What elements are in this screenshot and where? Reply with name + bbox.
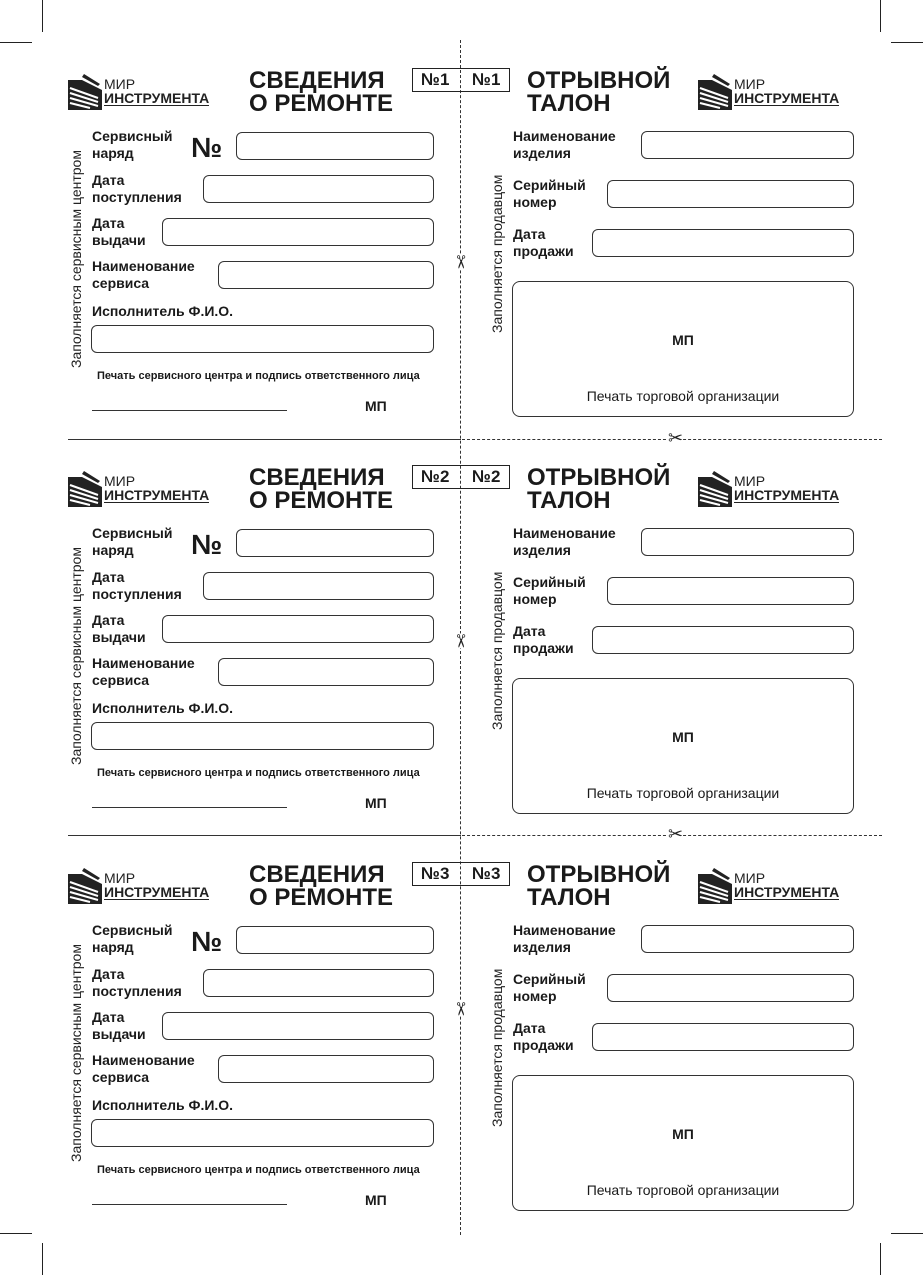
- brand-line1: МИР: [104, 76, 136, 92]
- brand-line2: ИНСТРУМЕНТА: [734, 487, 840, 503]
- repair-title: [249, 863, 393, 909]
- issue-date-label-line2: выдачи: [92, 629, 146, 645]
- work-order-field[interactable]: [236, 529, 434, 557]
- product-name-label: [513, 922, 616, 956]
- sale-date-field[interactable]: [592, 626, 854, 654]
- product-name-label: [513, 525, 616, 559]
- product-name-label-line1: Наименование: [513, 525, 616, 541]
- tear-off-title-line1: ОТРЫВНОЙ: [527, 861, 671, 888]
- work-order-label-line2: наряд: [92, 145, 134, 161]
- coupon-number-box: [412, 68, 510, 92]
- coupon-section: [0, 862, 923, 1258]
- signature-line[interactable]: [92, 1204, 287, 1205]
- sale-date-label-line1: Дата: [513, 623, 546, 639]
- left-mp: МП: [365, 795, 387, 811]
- brand-line2: ИНСТРУМЕНТА: [104, 90, 210, 106]
- service-center-side-label: Заполняется сервисным центром: [68, 944, 84, 1162]
- brand-line1: МИР: [734, 870, 766, 886]
- service-name-label-line1: Наименование: [92, 655, 195, 671]
- brand-line1: МИР: [734, 473, 766, 489]
- receipt-date-field[interactable]: [203, 969, 434, 997]
- coupon-number-left: №1: [421, 70, 450, 89]
- issue-date-label-line2: выдачи: [92, 232, 146, 248]
- work-order-label-line2: наряд: [92, 542, 134, 558]
- coupon-number-right: №2: [472, 467, 501, 486]
- tear-off-title: [527, 69, 670, 115]
- sale-date-label-line1: Дата: [513, 226, 546, 242]
- serial-number-label: [513, 574, 586, 608]
- work-order-label: [92, 525, 172, 559]
- sale-date-field[interactable]: [592, 229, 854, 257]
- scissors-icon: ✂: [449, 633, 471, 649]
- product-name-label: [513, 128, 616, 162]
- service-name-label-line2: сервиса: [92, 275, 150, 291]
- issue-date-label: [92, 215, 146, 249]
- serial-number-label-line2: номер: [513, 988, 557, 1004]
- coupon-number-box: [412, 465, 510, 489]
- serial-number-field[interactable]: [607, 974, 854, 1002]
- seller-side-label: Заполняется продавцом: [489, 174, 505, 333]
- receipt-date-label-line2: поступления: [92, 983, 182, 999]
- seller-side-label: Заполняется продавцом: [489, 968, 505, 1127]
- serial-number-label-line2: номер: [513, 591, 557, 607]
- receipt-date-label-line1: Дата: [92, 172, 125, 188]
- brand-line1: МИР: [104, 870, 136, 886]
- repair-title-line2: О РЕМОНТЕ: [249, 884, 394, 911]
- issue-date-field[interactable]: [162, 1012, 434, 1040]
- work-order-label: [92, 922, 172, 956]
- service-name-field[interactable]: [218, 1055, 434, 1083]
- coupon-number-right: №3: [472, 864, 501, 883]
- sale-date-field[interactable]: [592, 1023, 854, 1051]
- brand-logo: [698, 72, 858, 112]
- executor-label: Исполнитель Ф.И.О.: [92, 700, 234, 716]
- brand-logo-icon: [698, 471, 732, 507]
- sale-date-label-line2: продажи: [513, 1037, 574, 1053]
- right-mp: МП: [672, 729, 694, 745]
- brand-logo-icon: [68, 471, 102, 507]
- seal-note: Печать сервисного центра и подпись ответственного лица: [97, 767, 420, 779]
- receipt-date-label-line2: поступления: [92, 189, 182, 205]
- scissors-icon: ✂: [668, 824, 684, 845]
- product-name-field[interactable]: [641, 528, 854, 556]
- service-name-label: [92, 258, 195, 292]
- tear-off-title-line1: ОТРЫВНОЙ: [527, 464, 671, 491]
- crop-mark: [891, 42, 923, 43]
- stamp-caption: Печать торговой организации: [586, 785, 780, 801]
- repair-title-line2: О РЕМОНТЕ: [249, 90, 394, 117]
- scissors-icon: ✂: [449, 1001, 471, 1017]
- stamp-caption: Печать торговой организации: [586, 388, 780, 404]
- brand-logo: [698, 866, 858, 906]
- brand-logo: [68, 469, 228, 509]
- product-name-label-line2: изделия: [513, 542, 571, 558]
- receipt-date-label: [92, 172, 182, 206]
- service-center-side-label: Заполняется сервисным центром: [68, 150, 84, 368]
- sale-date-label-line2: продажи: [513, 640, 574, 656]
- service-name-label: [92, 655, 195, 689]
- product-name-label-line1: Наименование: [513, 922, 616, 938]
- serial-number-label-line2: номер: [513, 194, 557, 210]
- scissors-icon: ✂: [449, 254, 471, 270]
- receipt-date-label: [92, 569, 182, 603]
- stamp-caption: Печать торговой организации: [586, 1182, 780, 1198]
- product-name-field[interactable]: [641, 131, 854, 159]
- brand-line2: ИНСТРУМЕНТА: [734, 884, 840, 900]
- brand-line2: ИНСТРУМЕНТА: [734, 90, 840, 106]
- serial-number-label-line1: Серийный: [513, 177, 586, 193]
- coupon-number-left: №3: [421, 864, 450, 883]
- seller-stamp-box[interactable]: [512, 678, 854, 814]
- receipt-date-field[interactable]: [203, 572, 434, 600]
- brand-logo: [698, 469, 858, 509]
- right-mp: МП: [672, 1126, 694, 1142]
- service-name-label-line1: Наименование: [92, 258, 195, 274]
- brand-line1: МИР: [734, 76, 766, 92]
- receipt-date-label-line1: Дата: [92, 569, 125, 585]
- repair-title-line2: О РЕМОНТЕ: [249, 487, 394, 514]
- work-order-label-line1: Сервисный: [92, 525, 173, 541]
- left-mp: МП: [365, 398, 387, 414]
- work-order-field[interactable]: [236, 926, 434, 954]
- coupon-number-right: №1: [472, 70, 501, 89]
- receipt-date-field[interactable]: [203, 175, 434, 203]
- service-name-field[interactable]: [218, 658, 434, 686]
- sale-date-label: [513, 623, 574, 657]
- repair-title: [249, 69, 393, 115]
- serial-number-label: [513, 971, 586, 1005]
- issue-date-label-line1: Дата: [92, 1009, 125, 1025]
- seal-note: Печать сервисного центра и подпись ответственного лица: [97, 370, 420, 382]
- work-order-label-line1: Сервисный: [92, 128, 173, 144]
- seller-side-label: Заполняется продавцом: [489, 571, 505, 730]
- sale-date-label: [513, 1020, 574, 1054]
- issue-date-label-line2: выдачи: [92, 1026, 146, 1042]
- tear-off-title-line2: ТАЛОН: [527, 487, 611, 514]
- brand-line2: ИНСТРУМЕНТА: [104, 884, 210, 900]
- signature-line[interactable]: [92, 807, 287, 808]
- brand-logo: [68, 72, 228, 112]
- brand-logo-icon: [698, 868, 732, 904]
- executor-label: Исполнитель Ф.И.О.: [92, 303, 234, 319]
- work-order-label-line2: наряд: [92, 939, 134, 955]
- executor-field[interactable]: [91, 325, 434, 353]
- tear-off-title-line2: ТАЛОН: [527, 884, 611, 911]
- work-order-label-line1: Сервисный: [92, 922, 173, 938]
- work-order-label: [92, 128, 172, 162]
- issue-date-label: [92, 1009, 146, 1043]
- tear-off-title-line1: ОТРЫВНОЙ: [527, 67, 671, 94]
- sale-date-label-line2: продажи: [513, 243, 574, 259]
- issue-date-field[interactable]: [162, 218, 434, 246]
- brand-logo-icon: [68, 74, 102, 110]
- signature-line[interactable]: [92, 410, 287, 411]
- receipt-date-label-line1: Дата: [92, 966, 125, 982]
- seller-stamp-box[interactable]: [512, 281, 854, 417]
- service-name-label-line2: сервиса: [92, 1069, 150, 1085]
- number-sign: №: [191, 926, 223, 957]
- serial-number-label: [513, 177, 586, 211]
- right-mp: МП: [672, 332, 694, 348]
- issue-date-label-line1: Дата: [92, 612, 125, 628]
- brand-line2: ИНСТРУМЕНТА: [104, 487, 210, 503]
- product-name-label-line2: изделия: [513, 939, 571, 955]
- service-name-label-line1: Наименование: [92, 1052, 195, 1068]
- coupon-section: [0, 68, 923, 464]
- repair-title-line1: СВЕДЕНИЯ: [249, 861, 385, 888]
- sale-date-label: [513, 226, 574, 260]
- issue-date-label-line1: Дата: [92, 215, 125, 231]
- coupon-number-box: [412, 862, 510, 886]
- issue-date-field[interactable]: [162, 615, 434, 643]
- executor-label: Исполнитель Ф.И.О.: [92, 1097, 234, 1113]
- service-center-side-label: Заполняется сервисным центром: [68, 547, 84, 765]
- service-name-field[interactable]: [218, 261, 434, 289]
- service-name-label: [92, 1052, 195, 1086]
- coupon-section: [0, 465, 923, 861]
- issue-date-label: [92, 612, 146, 646]
- product-name-field[interactable]: [641, 925, 854, 953]
- product-name-label-line1: Наименование: [513, 128, 616, 144]
- crop-mark: [880, 0, 881, 32]
- number-sign: №: [191, 529, 223, 560]
- scissors-icon: ✂: [668, 428, 684, 449]
- serial-number-field[interactable]: [607, 180, 854, 208]
- seal-note: Печать сервисного центра и подпись ответственного лица: [97, 1164, 420, 1176]
- service-name-label-line2: сервиса: [92, 672, 150, 688]
- brand-logo: [68, 866, 228, 906]
- serial-number-field[interactable]: [607, 577, 854, 605]
- work-order-field[interactable]: [236, 132, 434, 160]
- executor-field[interactable]: [91, 722, 434, 750]
- serial-number-label-line1: Серийный: [513, 971, 586, 987]
- left-mp: МП: [365, 1192, 387, 1208]
- receipt-date-label-line2: поступления: [92, 586, 182, 602]
- repair-title-line1: СВЕДЕНИЯ: [249, 67, 385, 94]
- brand-logo-icon: [698, 74, 732, 110]
- tear-off-title-line2: ТАЛОН: [527, 90, 611, 117]
- receipt-date-label: [92, 966, 182, 1000]
- product-name-label-line2: изделия: [513, 145, 571, 161]
- seller-stamp-box[interactable]: [512, 1075, 854, 1211]
- crop-mark: [42, 0, 43, 32]
- number-sign: №: [191, 132, 223, 163]
- tear-off-title: [527, 466, 670, 512]
- coupon-number-left: №2: [421, 467, 450, 486]
- crop-mark: [0, 42, 32, 43]
- repair-title: [249, 466, 393, 512]
- brand-line1: МИР: [104, 473, 136, 489]
- executor-field[interactable]: [91, 1119, 434, 1147]
- brand-logo-icon: [68, 868, 102, 904]
- serial-number-label-line1: Серийный: [513, 574, 586, 590]
- tear-off-title: [527, 863, 670, 909]
- sale-date-label-line1: Дата: [513, 1020, 546, 1036]
- repair-title-line1: СВЕДЕНИЯ: [249, 464, 385, 491]
